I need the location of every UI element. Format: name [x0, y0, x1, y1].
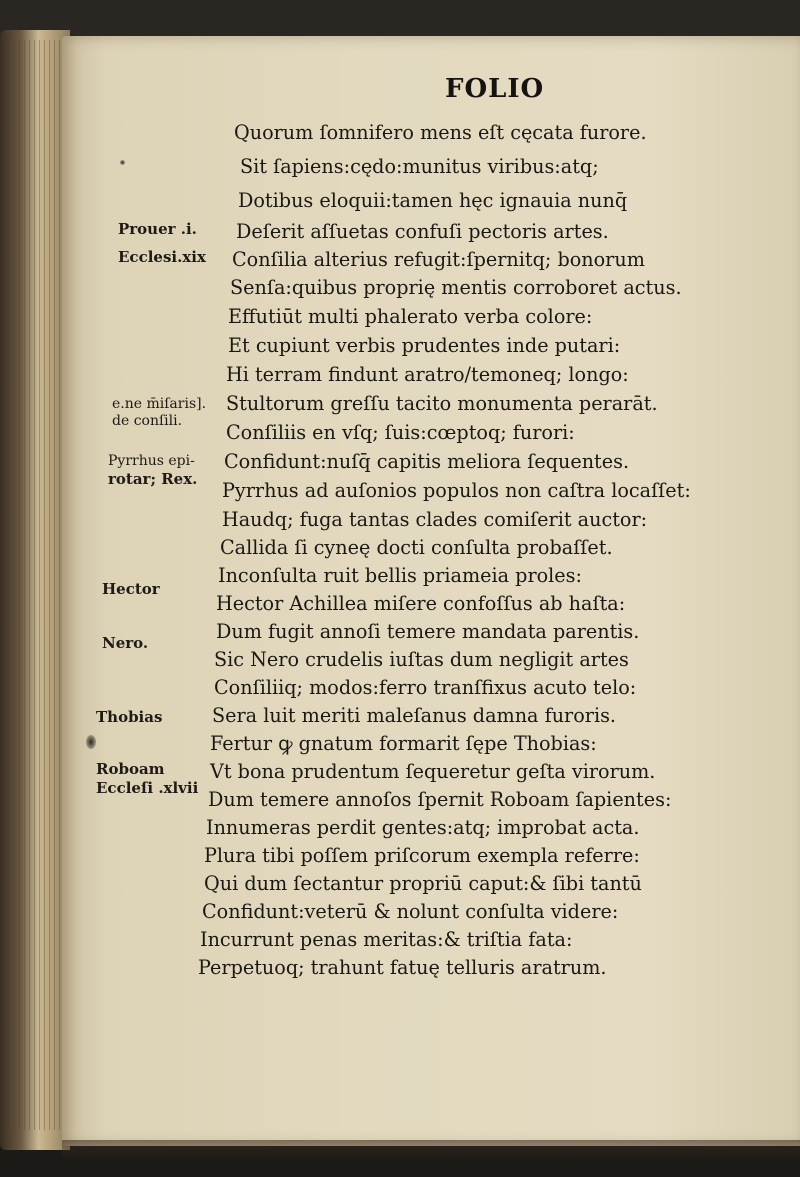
- verse-line: Callida ſi cyneę docti conſulta probaſſet.: [220, 536, 613, 559]
- verse-line: Qui dum ſectantur propriū caput:& ſibi tantū: [204, 872, 642, 895]
- folio-header: FOLIO: [445, 74, 545, 104]
- verse-line: Sera luit meriti maleſanus damna furoris.: [212, 704, 617, 727]
- verse-line: Deſerit aſſuetas confuſi pectoris artes.: [236, 220, 609, 243]
- margin-note-thobias: Thobias: [96, 708, 163, 726]
- verse-line: Stultorum greſſu tacito monumenta perarāt.: [226, 392, 658, 415]
- verse-line: Plura tibi poſſem priſcorum exempla referre:: [204, 844, 640, 867]
- margin-note-roboam: Roboam: [96, 760, 165, 778]
- verse-line: Vt bona prudentum ſequeretur geſta virorum.: [210, 760, 656, 783]
- page-bottom-shadow: [62, 1140, 800, 1160]
- margin-note-eccles-xlvii: Eccleſi .xlvii: [96, 779, 199, 797]
- verse-line: Hector Achillea miſere confoſſus ab haſta:: [216, 592, 626, 615]
- margin-note-de-consili: de conſili.: [112, 413, 183, 429]
- verse-line: Quorum ſomnifero mens eſt cęcata furore.: [234, 121, 647, 144]
- verse-line: Conſiliis en vſq; ſuis:cœptoq; furori:: [226, 421, 575, 444]
- verse-line: Innumeras perdit gentes:atq; improbat acta.: [206, 816, 640, 839]
- verse-line: Sic Nero crudelis iuſtas dum negligit artes: [214, 648, 629, 671]
- verse-line: Confidunt:veterū & nolunt conſulta videre:: [202, 900, 619, 923]
- margin-note-nero: Nero.: [102, 634, 149, 652]
- ink-dot: [120, 160, 125, 165]
- margin-note-hector: Hector: [102, 580, 160, 598]
- margin-note-rex: rotar; Rex.: [108, 470, 198, 488]
- verse-line: Sit ſapiens:cędo:munitus viribus:atq;: [240, 155, 599, 178]
- verse-line: Inconſulta ruit bellis priameia proles:: [218, 564, 582, 587]
- verse-line: Perpetuoq; trahunt fatuę telluris aratrum.: [198, 956, 607, 979]
- page-stack-lines: [14, 40, 62, 1130]
- margin-note-prouer: Prouer .i.: [118, 220, 197, 238]
- verse-line: Et cupiunt verbis prudentes inde putari:: [228, 334, 621, 357]
- margin-note-eccles-xix: Ecclesi.xix: [118, 248, 206, 266]
- verse-line: Dotibus eloquii:tamen hęc ignauia nunq̄: [238, 189, 628, 212]
- verse-line: Conſilia alterius refugit:ſpernitq; bonorum: [232, 248, 645, 271]
- verse-line: Confidunt:nuſq̄ capitis meliora ſequentes.: [224, 450, 630, 473]
- ink-smudge: [86, 735, 96, 749]
- verse-line: Dum temere annoſos ſpernit Roboam ſapientes:: [208, 788, 672, 811]
- verse-line: Senſa:quibus proprię mentis corroboret actus.: [230, 276, 682, 299]
- verse-line: Dum fugit annoſi temere mandata parentis.: [216, 620, 640, 643]
- verse-line: Effutiūt multi phalerato verba colore:: [228, 305, 593, 328]
- verse-line: Incurrunt penas meritas:& triſtia fata:: [200, 928, 573, 951]
- verse-line: Fertur ꝙ gnatum formarit ſępe Thobias:: [210, 732, 597, 755]
- verse-line: Hi terram findunt aratro/temoneq; longo:: [226, 363, 629, 386]
- margin-note-ne-nimis: e.ne m̄iſaris].: [112, 396, 207, 412]
- margin-note-pyrrhus: Pyrrhus epi-: [108, 453, 195, 469]
- verse-line: Haudq; fuga tantas clades comiſerit auctor:: [222, 508, 648, 531]
- verse-line: Pyrrhus ad auſonios populos non caſtra locaſſet:: [222, 479, 691, 502]
- verse-line: Conſiliiq; modos:ferro tranſfixus acuto telo:: [214, 676, 637, 699]
